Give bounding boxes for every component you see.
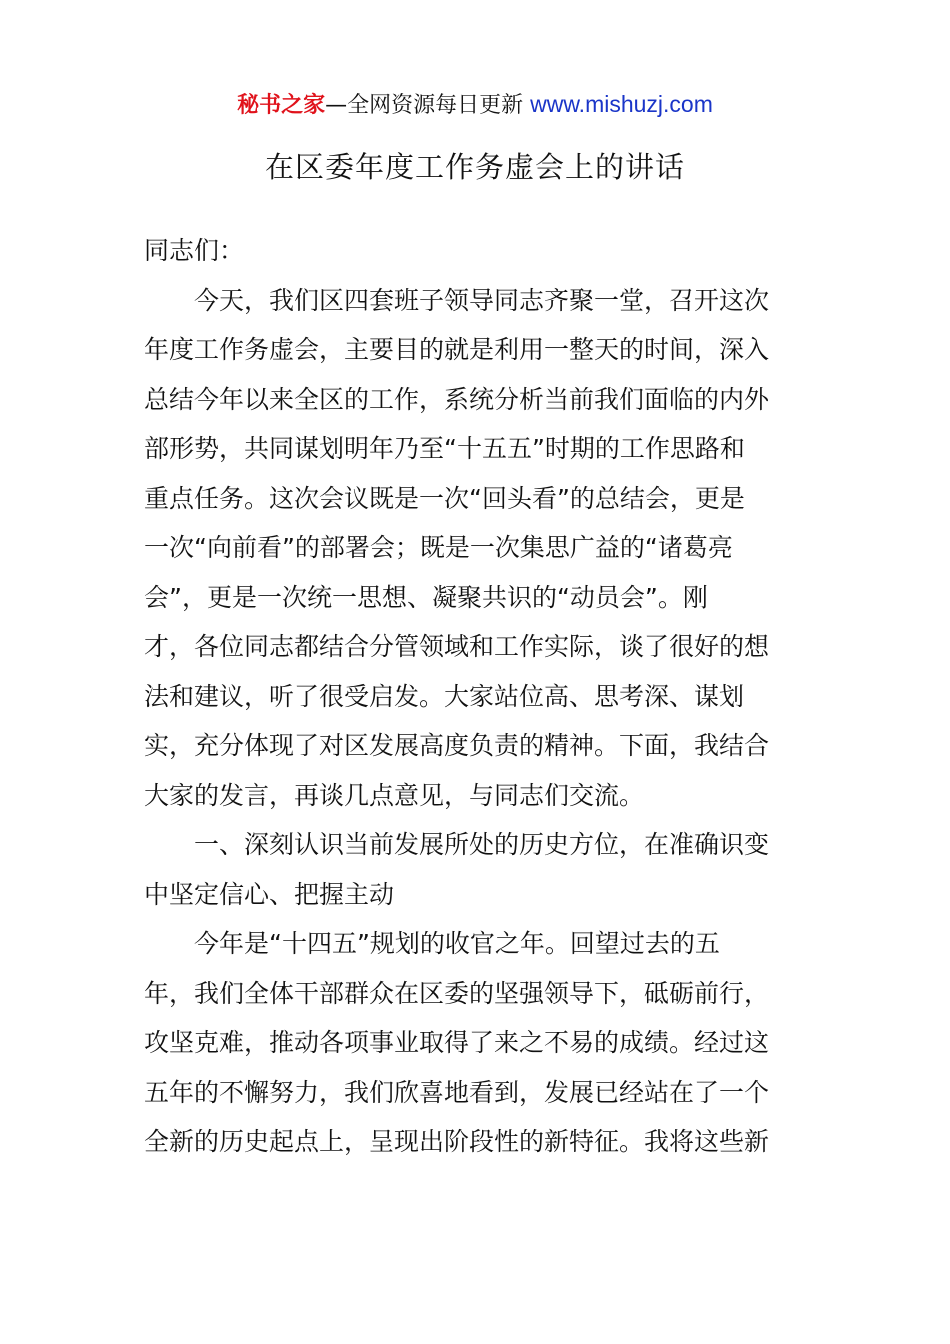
site-header — [0, 88, 950, 122]
paragraph-line: 才，各位同志都结合分管领域和工作实际，谈了很好的想 — [144, 632, 770, 661]
section-heading-line: 中坚定信心、把握主动 — [144, 879, 395, 909]
section-heading-line: 一、深刻认识当前发展所处的历史方位，在准确识变 — [194, 830, 770, 859]
paragraph-line: 部形势，共同谋划明年乃至“十五五”时期的工作思路和 — [144, 434, 745, 463]
paragraph-line: 总结今年以来全区的工作，系统分析当前我们面临的内外 — [144, 384, 770, 414]
paragraph-line: 法和建议，听了很受启发。大家站位高、思考深、谋划 — [144, 681, 745, 711]
document-body — [144, 226, 814, 1167]
paragraph-line: 大家的发言，再谈几点意见，与同志们交流。 — [144, 780, 645, 810]
paragraph-line: 会”，更是一次统一思想、凝聚共识的“动员会”。刚 — [144, 582, 708, 612]
paragraph-line: 今天，我们区四套班子领导同志齐聚一堂，召开这次 — [194, 285, 770, 315]
site-url-link[interactable]: www.mishuzj.com — [530, 91, 713, 117]
brand-name: 秘书之家 — [237, 93, 326, 118]
salutation: 同志们： — [144, 236, 245, 265]
paragraph-line: 攻坚克难，推动各项事业取得了来之不易的成绩。经过这 — [144, 1028, 770, 1057]
paragraph-line: 今年是“十四五”规划的收官之年。回望过去的五 — [194, 929, 720, 958]
paragraph-line: 一次“向前看”的部署会；既是一次集思广益的“诸葛亮 — [144, 533, 733, 562]
paragraph-line: 重点任务。这次会议既是一次“回头看”的总结会，更是 — [144, 483, 745, 513]
paragraph-line: 五年的不懈努力，我们欣喜地看到，发展已经站在了一个 — [144, 1077, 770, 1107]
paragraph-line: 年度工作务虚会，主要目的就是利用一整天的时间，深入 — [144, 335, 770, 364]
paragraph-line: 年，我们全体干部群众在区委的坚强领导下，砥砺前行， — [144, 978, 770, 1008]
header-tagline: —全网资源每日更新 — [325, 93, 531, 118]
document-title: 在区委年度工作务虚会上的讲话 — [264, 150, 685, 184]
paragraph-line: 全新的历史起点上，呈现出阶段性的新特征。我将这些新 — [144, 1127, 770, 1156]
paragraph-line: 实，充分体现了对区发展高度负责的精神。下面，我结合 — [144, 731, 770, 760]
